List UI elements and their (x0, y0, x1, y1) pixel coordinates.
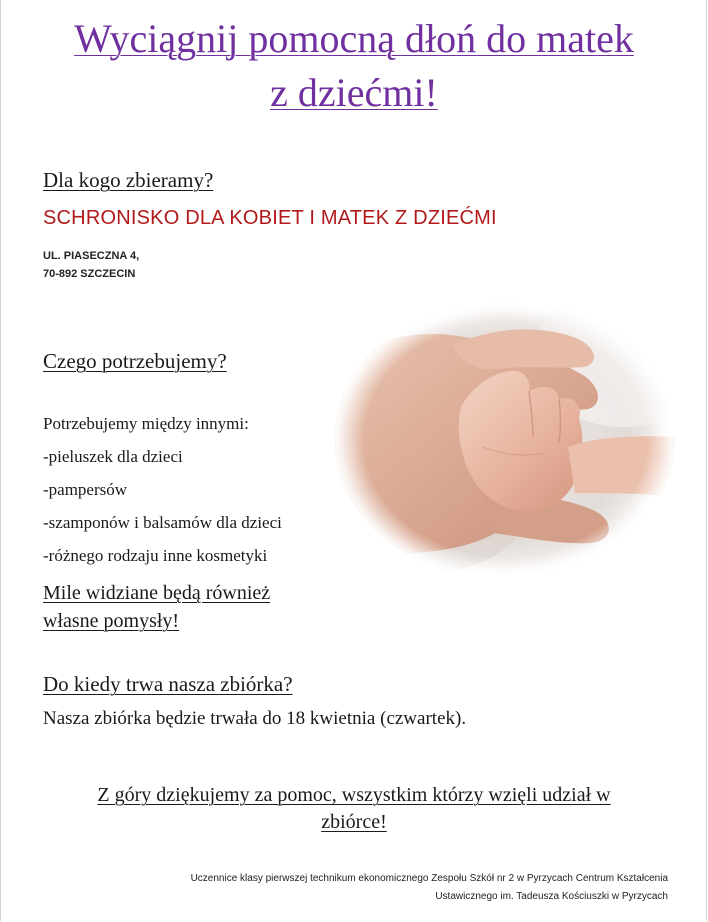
need-item: -pampersów (43, 480, 128, 499)
hands-photo (333, 297, 678, 582)
thanks-note (40, 782, 668, 836)
footer-credits (68, 870, 668, 906)
page-title (20, 12, 688, 120)
needs-heading: Czego potrzebujemy? (43, 349, 227, 373)
address-city: 70-892 SZCZECIN (43, 268, 136, 280)
address-street: UL. PIASECZNA 4, (43, 250, 140, 262)
needs-intro: Potrzebujemy między innymi: (43, 414, 249, 433)
footer-line-1: Uczennice klasy pierwszej technikum ekonomicznego Zespołu Szkół nr 2 w Pyrzycach Centrum Kształcenia (190, 873, 668, 884)
need-item: -różnego rodzaju inne kosmetyki (43, 546, 268, 565)
recipient-heading: Dla kogo zbieramy? (43, 168, 214, 192)
thanks-line-1: Z góry dziękujemy za pomoc, wszystkim którzy wzięli udział w (97, 784, 611, 806)
welcome-ideas-note (43, 579, 270, 635)
title-line-2: z dziećmi! (270, 70, 438, 115)
shelter-name: SCHRONISKO DLA KOBIET I MATEK Z DZIEĆMI (43, 207, 497, 229)
footer-line-2: Ustawicznego im. Tadeusza Kościuszki w Pyrzycach (435, 891, 668, 902)
need-item: -pieluszek dla dzieci (43, 447, 183, 466)
deadline-text: Nasza zbiórka będzie trwała do 18 kwietnia (czwartek). (43, 708, 467, 729)
deadline-heading: Do kiedy trwa nasza zbiórka? (43, 672, 293, 696)
title-line-1: Wyciągnij pomocną dłoń do matek (74, 16, 634, 61)
need-item: -szamponów i balsamów dla dzieci (43, 513, 282, 532)
welcome-line-2: własne pomysły! (43, 610, 180, 632)
welcome-line-1: Mile widziane będą również (43, 582, 271, 604)
thanks-line-2: zbiórce! (321, 811, 387, 833)
